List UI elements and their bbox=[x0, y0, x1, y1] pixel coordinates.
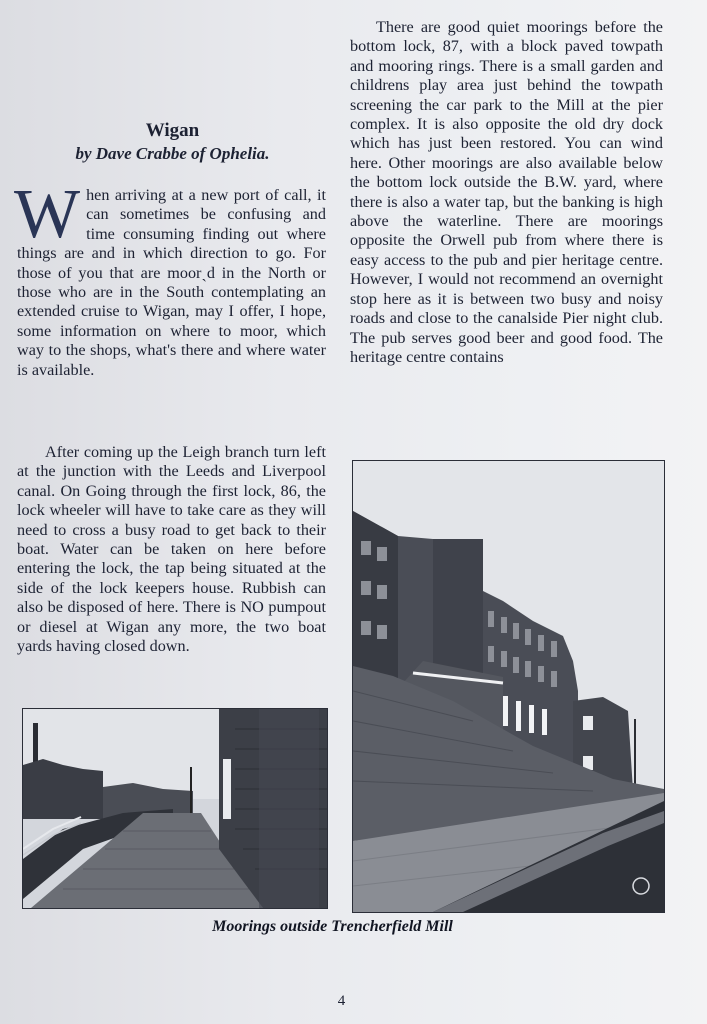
paragraph-1-text: hen arriving at a new port of call, it can sometimes be confusing and time consuming finding out where things are and in which direction to go. For those of you that are moorˎd in the North or those who are in the South contemplating an extended cruise to Wigan, may I offer, I hope, some information on where to moor, which way to the shops, what's there and where water is available. bbox=[17, 186, 326, 379]
mill-photo-image bbox=[353, 461, 664, 912]
drop-cap: W bbox=[14, 176, 81, 253]
trencherfield-mill-photo bbox=[352, 460, 665, 913]
page-number: 4 bbox=[337, 993, 346, 1009]
left-column bbox=[14, 176, 326, 380]
paragraph-2: After coming up the Leigh branch turn left at the junction with the Leeds and Liverpool canal. On Going through the first lock, 86, the lock wheeler will have to take care as they will need to cross a busy road to get back to their boat. Water can be taken on here before entering the lock, the tap being situated at the side of the lock keepers house. Rubbish can also be disposed of here. There is NO pumpout or diesel at Wigan any more, the two boat yards having closed down. bbox=[17, 443, 326, 656]
towpath-photo-image bbox=[23, 709, 327, 908]
right-column bbox=[350, 18, 663, 367]
left-column-lower bbox=[17, 443, 326, 656]
towpath-photo bbox=[22, 708, 328, 909]
paragraph-1 bbox=[14, 176, 326, 380]
article-byline: by Dave Crabbe of Ophelia. bbox=[75, 144, 270, 163]
paragraph-3: There are good quiet moorings before the bottom lock, 87, with a block paved towpath and mooring rings. There is a small garden and childrens play area just behind the towpath screening the car park to the Mill at the pier complex. It is also opposite the old dry dock which has just been restored. You can wind here. Other moorings are also available below the bottom lock outside the B.W. yard, where there is also a water tap, but the banking is high above the waterline. There are moorings opposite the Orwell pub from where there is easy access to the pub and pier heritage centre. However, I would not recommend an overnight stop here as it is between two busy and noisy roads and close to the canalside Pier night club. The pub serves good beer and good food. The heritage centre contains bbox=[350, 18, 663, 366]
photo-caption: Moorings outside Trencherfield Mill bbox=[212, 918, 453, 935]
show-through-text bbox=[20, 18, 320, 128]
article-title: Wigan bbox=[145, 120, 200, 141]
